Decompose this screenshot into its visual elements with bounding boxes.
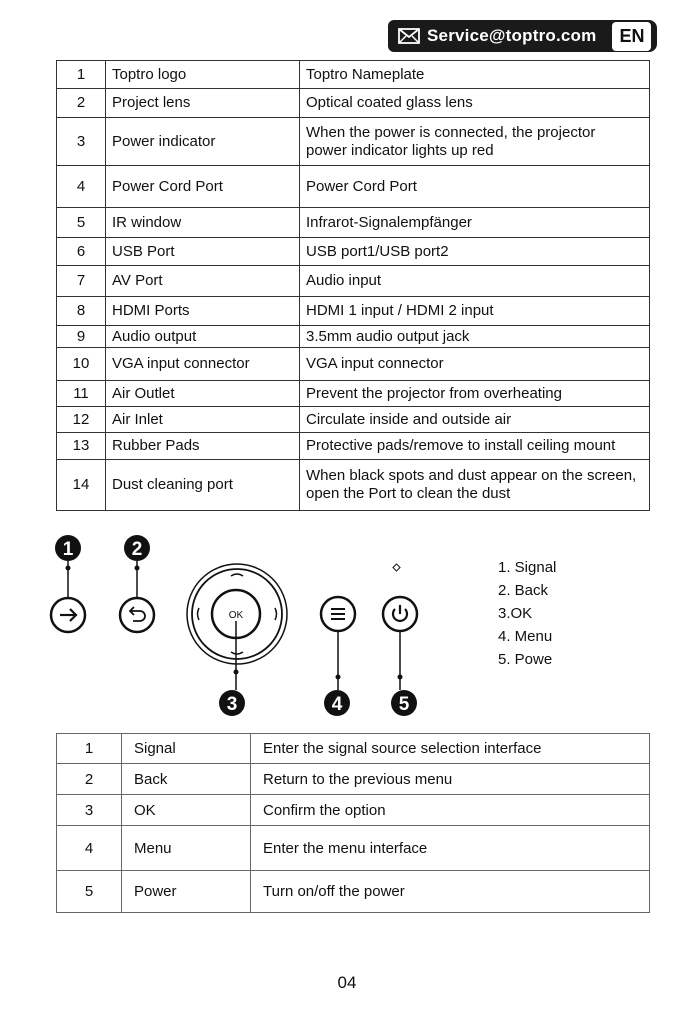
row-number: 10 [57, 348, 106, 381]
table-row [57, 297, 650, 326]
table-row [57, 238, 650, 266]
button-description: Enter the signal source selection interface [251, 734, 650, 764]
table-row [57, 407, 650, 433]
part-name: AV Port [106, 266, 300, 297]
table-row [57, 166, 650, 208]
page-number: 04 [337, 973, 357, 992]
legend-item: 4. Menu [498, 628, 553, 645]
part-name: IR window [106, 208, 300, 238]
button-description: Enter the menu interface [251, 826, 650, 871]
part-description: Optical coated glass lens [300, 89, 650, 118]
row-number: 7 [57, 266, 106, 297]
table-row [57, 89, 650, 118]
part-description: Infrarot-Signalempfänger [300, 208, 650, 238]
language-tag [606, 20, 657, 52]
menu-button[interactable] [321, 597, 355, 631]
power-button[interactable] [383, 597, 417, 631]
table-row [57, 734, 650, 764]
row-number: 11 [57, 381, 106, 407]
callout-1 [55, 535, 81, 598]
language-label: EN [612, 22, 651, 51]
part-description: Toptro Nameplate [300, 61, 650, 89]
service-email [388, 20, 606, 52]
table-row [57, 326, 650, 348]
indicator-led-icon [393, 564, 400, 571]
part-name: VGA input connector [106, 348, 300, 381]
part-name: HDMI Ports [106, 297, 300, 326]
button-name: Menu [122, 826, 251, 871]
row-number: 2 [57, 764, 122, 795]
button-function-table [56, 733, 650, 913]
service-email-text: Service@toptro.com [427, 26, 597, 45]
button-description: Turn on/off the power [251, 871, 650, 913]
part-description: When black spots and dust appear on the screen, open the Port to clean the dust [300, 460, 650, 511]
part-name: USB Port [106, 238, 300, 266]
part-name: Project lens [106, 89, 300, 118]
callout-5 [391, 632, 417, 716]
part-name: Rubber Pads [106, 433, 300, 460]
table-row [57, 826, 650, 871]
table-row [57, 61, 650, 89]
row-number: 8 [57, 297, 106, 326]
row-number: 6 [57, 238, 106, 266]
part-description: 3.5mm audio output jack [300, 326, 650, 348]
button-description: Return to the previous menu [251, 764, 650, 795]
part-name: Air Inlet [106, 407, 300, 433]
part-description: When the power is connected, the projector power indicator lights up red [300, 118, 650, 166]
part-name: Air Outlet [106, 381, 300, 407]
row-number: 3 [57, 118, 106, 166]
part-description: VGA input connector [300, 348, 650, 381]
table-row [57, 266, 650, 297]
table-row [57, 795, 650, 826]
legend-item: 2. Back [498, 582, 549, 599]
table-row [57, 208, 650, 238]
part-name: Audio output [106, 326, 300, 348]
ok-label: OK [228, 610, 244, 621]
button-name: OK [122, 795, 251, 826]
row-number: 4 [57, 826, 122, 871]
table-row [57, 871, 650, 913]
row-number: 5 [57, 208, 106, 238]
part-name: Power indicator [106, 118, 300, 166]
row-number: 4 [57, 166, 106, 208]
part-name: Dust cleaning port [106, 460, 300, 511]
table-row [57, 348, 650, 381]
table-row [57, 460, 650, 511]
callout-number: 5 [398, 694, 410, 715]
row-number: 1 [57, 734, 122, 764]
callout-4 [324, 632, 350, 716]
service-badge [388, 20, 657, 52]
part-name: Toptro logo [106, 61, 300, 89]
legend-item: 1. Signal [498, 559, 557, 576]
part-description: Power Cord Port [300, 166, 650, 208]
table-row [57, 764, 650, 795]
row-number: 5 [57, 871, 122, 913]
back-button[interactable] [120, 598, 154, 632]
part-description: Protective pads/remove to install ceiling mount [300, 433, 650, 460]
callout-number: 4 [331, 694, 343, 715]
part-description: Audio input [300, 266, 650, 297]
row-number: 13 [57, 433, 106, 460]
parts-table [56, 60, 650, 511]
row-number: 1 [57, 61, 106, 89]
button-name: Power [122, 871, 251, 913]
row-number: 12 [57, 407, 106, 433]
table-row [57, 433, 650, 460]
row-number: 14 [57, 460, 106, 511]
part-description: Prevent the projector from overheating [300, 381, 650, 407]
table-row [57, 381, 650, 407]
row-number: 2 [57, 89, 106, 118]
table-row [57, 118, 650, 166]
part-description: USB port1/USB port2 [300, 238, 650, 266]
signal-button[interactable] [51, 598, 85, 632]
legend-item: 5. Powe [498, 651, 553, 668]
part-name: Power Cord Port [106, 166, 300, 208]
button-legend [498, 556, 556, 671]
button-description: Confirm the option [251, 795, 650, 826]
button-name: Signal [122, 734, 251, 764]
legend-item: 3.OK [498, 605, 533, 622]
row-number: 3 [57, 795, 122, 826]
callout-2 [124, 535, 150, 598]
part-description: Circulate inside and outside air [300, 407, 650, 433]
button-name: Back [122, 764, 251, 795]
callout-number: 2 [131, 539, 143, 560]
callout-number: 1 [62, 539, 74, 560]
part-description: HDMI 1 input / HDMI 2 input [300, 297, 650, 326]
envelope-icon [398, 28, 420, 44]
callout-number: 3 [226, 694, 238, 715]
row-number: 9 [57, 326, 106, 348]
